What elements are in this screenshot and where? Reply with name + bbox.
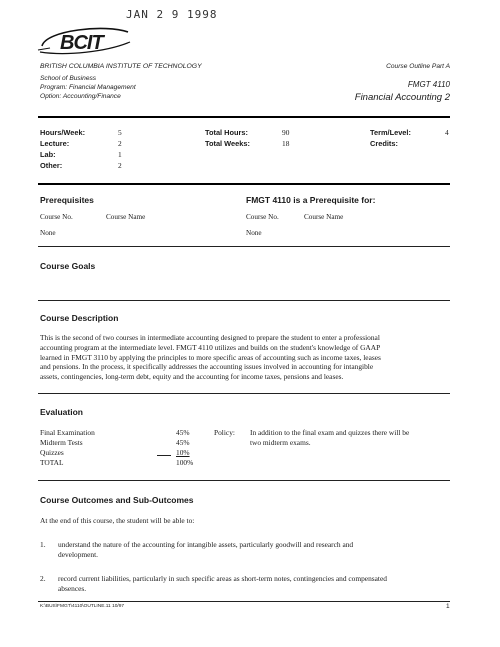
outcome-line: absences. <box>58 584 87 593</box>
course-code: FMGT 4110 <box>407 80 450 89</box>
outcome-line: development. <box>58 550 99 559</box>
course-title: Financial Accounting 2 <box>354 92 450 103</box>
eval-row-value: 45% <box>176 428 190 437</box>
prereq-course-no-header: Course No. <box>40 213 73 221</box>
bcit-logo <box>36 22 136 62</box>
lab-label: Lab: <box>40 150 56 159</box>
total-weeks-label: Total Weeks: <box>205 139 250 148</box>
eval-row-label: Midterm Tests <box>40 438 83 447</box>
eval-row-label: TOTAL <box>40 458 64 467</box>
date-stamp: JAN 2 9 1998 <box>126 8 218 21</box>
term-level-label: Term/Level: <box>370 128 411 137</box>
page-number: 1 <box>446 603 450 610</box>
footer-rule <box>38 601 450 602</box>
other-value: 2 <box>118 161 122 170</box>
school-name: School of Business <box>40 75 97 82</box>
eval-row-value: 10% <box>176 448 190 457</box>
header-rule <box>38 116 450 118</box>
institute-name: BRITISH COLUMBIA INSTITUTE OF TECHNOLOGY <box>40 63 202 70</box>
description-line: learned in FMGT 3110 by applying the principles to more specific areas of accounting such as income taxes, leases <box>40 352 381 362</box>
hours-rule <box>38 183 450 185</box>
program-name: Program: Financial Management <box>40 84 136 91</box>
is-prereq-course-name-header: Course Name <box>304 213 344 221</box>
outcome-number: 2. <box>40 574 46 583</box>
hours-week-value: 5 <box>118 128 122 137</box>
logo-wordmark: BCIT <box>60 32 103 54</box>
description-line: accounting program at the intermediate level. FMGT 4110 utilizes and builds on the student's knowledge of GAAP <box>40 342 381 352</box>
description-line: assets, contingencies, long-term debt, equity and the accounting for income taxes, pensions and leases. <box>40 372 344 382</box>
is-prereq-value: None <box>246 229 262 237</box>
credits-label: Credits: <box>370 139 398 148</box>
eval-row-value: 45% <box>176 438 190 447</box>
evaluation-rule <box>38 480 450 481</box>
goals-rule <box>38 300 450 301</box>
prereq-rule <box>38 246 450 247</box>
course-description-heading: Course Description <box>40 313 119 323</box>
description-line: This is the second of two courses in intermediate accounting designed to prepare the student to enter a professional <box>40 333 380 342</box>
policy-line: In addition to the final exam and quizzes there will be <box>250 428 410 437</box>
term-level-value: 4 <box>445 128 449 137</box>
prereq-value: None <box>40 229 56 237</box>
outcomes-heading: Course Outcomes and Sub-Outcomes <box>40 495 194 505</box>
outcome-line: record current liabilities, particularly in such specific areas as short-term notes, contingencies and compensated <box>58 574 387 583</box>
footer-file-path: K:\BUS\FMGT\4110\OUTLINE.11 10/97 <box>40 604 125 609</box>
total-hours-value: 90 <box>282 128 290 137</box>
option-name: Option: Accounting/Finance <box>40 93 121 100</box>
eval-row-value: 100% <box>176 458 194 467</box>
course-description-text <box>40 333 455 382</box>
doc-type: Course Outline Part A <box>386 63 450 70</box>
description-line: and pensions. In the process, it specifically addresses the accounting issues involved in accounting for intangible <box>40 362 374 372</box>
is-prereq-course-no-header: Course No. <box>246 213 279 221</box>
lecture-label: Lecture: <box>40 139 70 148</box>
hours-week-label: Hours/Week: <box>40 128 86 137</box>
is-prereq-heading: FMGT 4110 is a Prerequisite for: <box>246 195 376 205</box>
prereq-course-name-header: Course Name <box>106 213 146 221</box>
outcome-line: understand the nature of the accounting for intangible assets, particularly goodwill and research and <box>58 540 354 549</box>
prerequisites-heading: Prerequisites <box>40 195 94 205</box>
total-weeks-value: 18 <box>282 139 290 148</box>
eval-row-label: Quizzes <box>40 448 64 457</box>
outcome-number: 1. <box>40 540 46 549</box>
eval-row-label: Final Examination <box>40 428 95 437</box>
outcomes-intro: At the end of this course, the student will be able to: <box>40 516 195 525</box>
other-label: Other: <box>40 161 63 170</box>
course-goals-heading: Course Goals <box>40 261 96 271</box>
total-hours-label: Total Hours: <box>205 128 248 137</box>
policy-label: Policy: <box>214 428 235 437</box>
description-rule <box>38 393 450 394</box>
policy-line: two midterm exams. <box>250 438 311 447</box>
lab-value: 1 <box>118 150 122 159</box>
evaluation-heading: Evaluation <box>40 407 83 417</box>
lecture-value: 2 <box>118 139 122 148</box>
eval-sum-rule <box>157 455 171 456</box>
